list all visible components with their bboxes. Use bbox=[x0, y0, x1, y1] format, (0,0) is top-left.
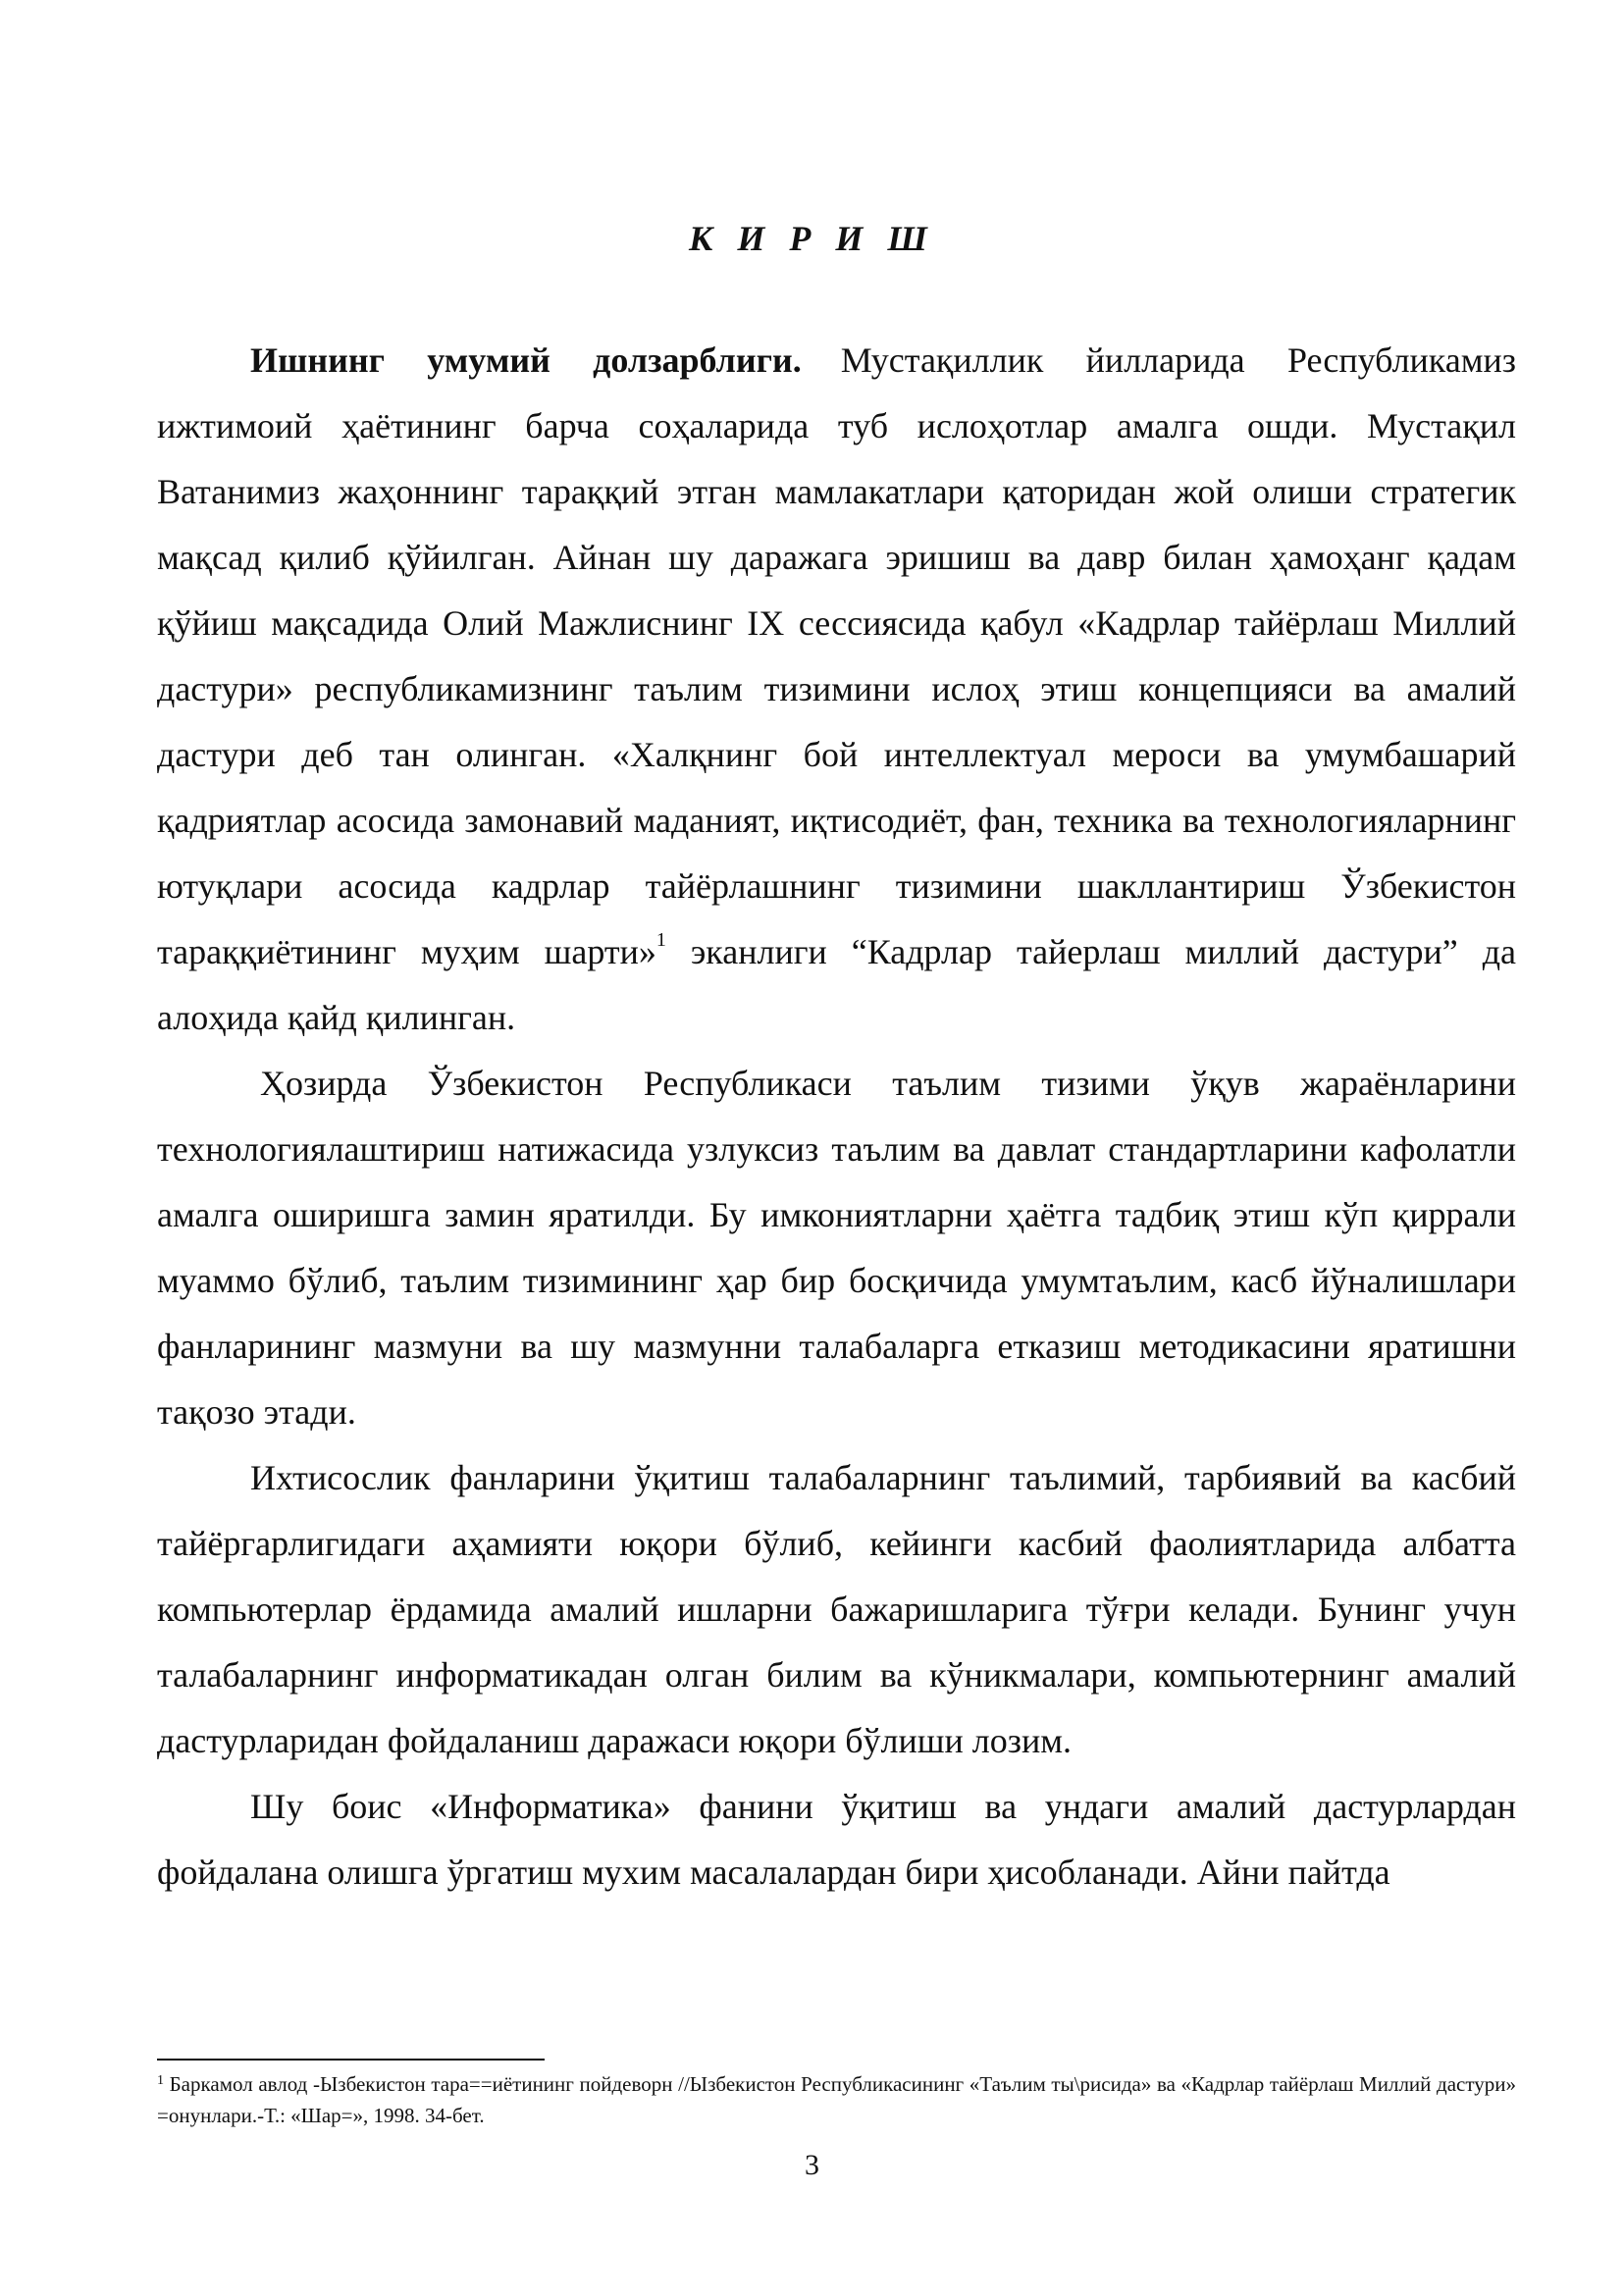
footnote-reference[interactable]: 1 bbox=[655, 929, 666, 951]
paragraph-text-continued: эканлиги “Кадрлар тайерлаш миллий дастури” да алоҳида қайд қилинган. bbox=[157, 932, 1517, 1037]
paragraph-text: Мустақиллик йилларида Республикамиз ижтимоий ҳаётининг барча соҳаларида туб ислоҳотлар амалга ошди. Мустақил Ватанимиз жаҳоннинг тараққий этган мамлакатлари қаторидан жой олиши стратегик мақсад қилиб қўйилган. Айнан шу даражага эришиш ва давр билан ҳамоҳанг қадам қўйиш мақсадида Олий Мажлиснинг IX сессиясида қабул «Кадрлар тайёрлаш Миллий дастури» республикамизнинг таълим тизимини ислоҳ этиш концепцияси ва амалий дастури деб тан олинган. «Халқнинг бой интеллектуал мероси ва умумбашарий қадриятлар асосида замонавий маданият, иқтисодиёт, фан, техника ва технологияларнинг ютуқлари асосида кадрлар тайёрлашнинг тизимини шакллантириш Ўзбекистон тараққиётининг муҳим шарти» bbox=[157, 340, 1516, 971]
footnote-marker: 1 bbox=[157, 2073, 164, 2088]
page-heading: К И Р И Ш bbox=[689, 219, 935, 258]
page-number: 3 bbox=[805, 2149, 819, 2181]
footnote-text: Баркамол авлод -Ызбекистон тара==иётининг пойдеворн //Ызбекистон Республикасининг «Таълим ты\рисида» ва «Кадрлар тайёрлаш Миллий дастури» =онунлари.-Т.: «Шар=», 1998. 34-бет. bbox=[157, 2072, 1516, 2127]
section-lead: Ишнинг умумий долзарблиги. bbox=[250, 340, 802, 380]
paragraph-informatics: Шу боис «Информатика» фанини ўқитиш ва ундаги амалий дастурлардан фойдалана олишга ўргатиш мухим масалалардан бири ҳисобланади. Айни пайтда bbox=[157, 1787, 1516, 1892]
footnote-separator bbox=[157, 2059, 545, 2061]
paragraph-education-system: Ҳозирда Ўзбекистон Республикаси таълим тизими ўқув жараёнларини технологиялаштириш натижасида узлуксиз таълим ва давлат стандартларини кафолатли амалга оширишга замин яратилди. Бу имкониятларни ҳаётга тадбиқ этиш кўп қиррали муаммо бўлиб, таълим тизимининг ҳар бир босқичида умумтаълим, касб йўналишлари фанларининг мазмуни ва шу мазмунни талабаларга етказиш методикасини яратишни тақозо этади. bbox=[157, 1064, 1516, 1432]
paragraph-specialty-subjects: Ихтисослик фанларини ўқитиш талабаларнинг таълимий, тарбиявий ва касбий тайёргарлигидаги аҳамияти юқори бўлиб, кейинги касбий фаолиятларида албатта компьютерлар ёрдамида амалий ишларни бажаришларига тўғри келади. Бунинг учун талабаларнинг информатикадан олган билим ва кўникмалари, компьютернинг амалий дастурларидан фойдаланиш даражаси юқори бўлиши лозим. bbox=[157, 1458, 1516, 1760]
footnote bbox=[157, 2068, 1516, 2131]
paragraph-relevance bbox=[157, 328, 1516, 1051]
body-text bbox=[157, 328, 1516, 1905]
